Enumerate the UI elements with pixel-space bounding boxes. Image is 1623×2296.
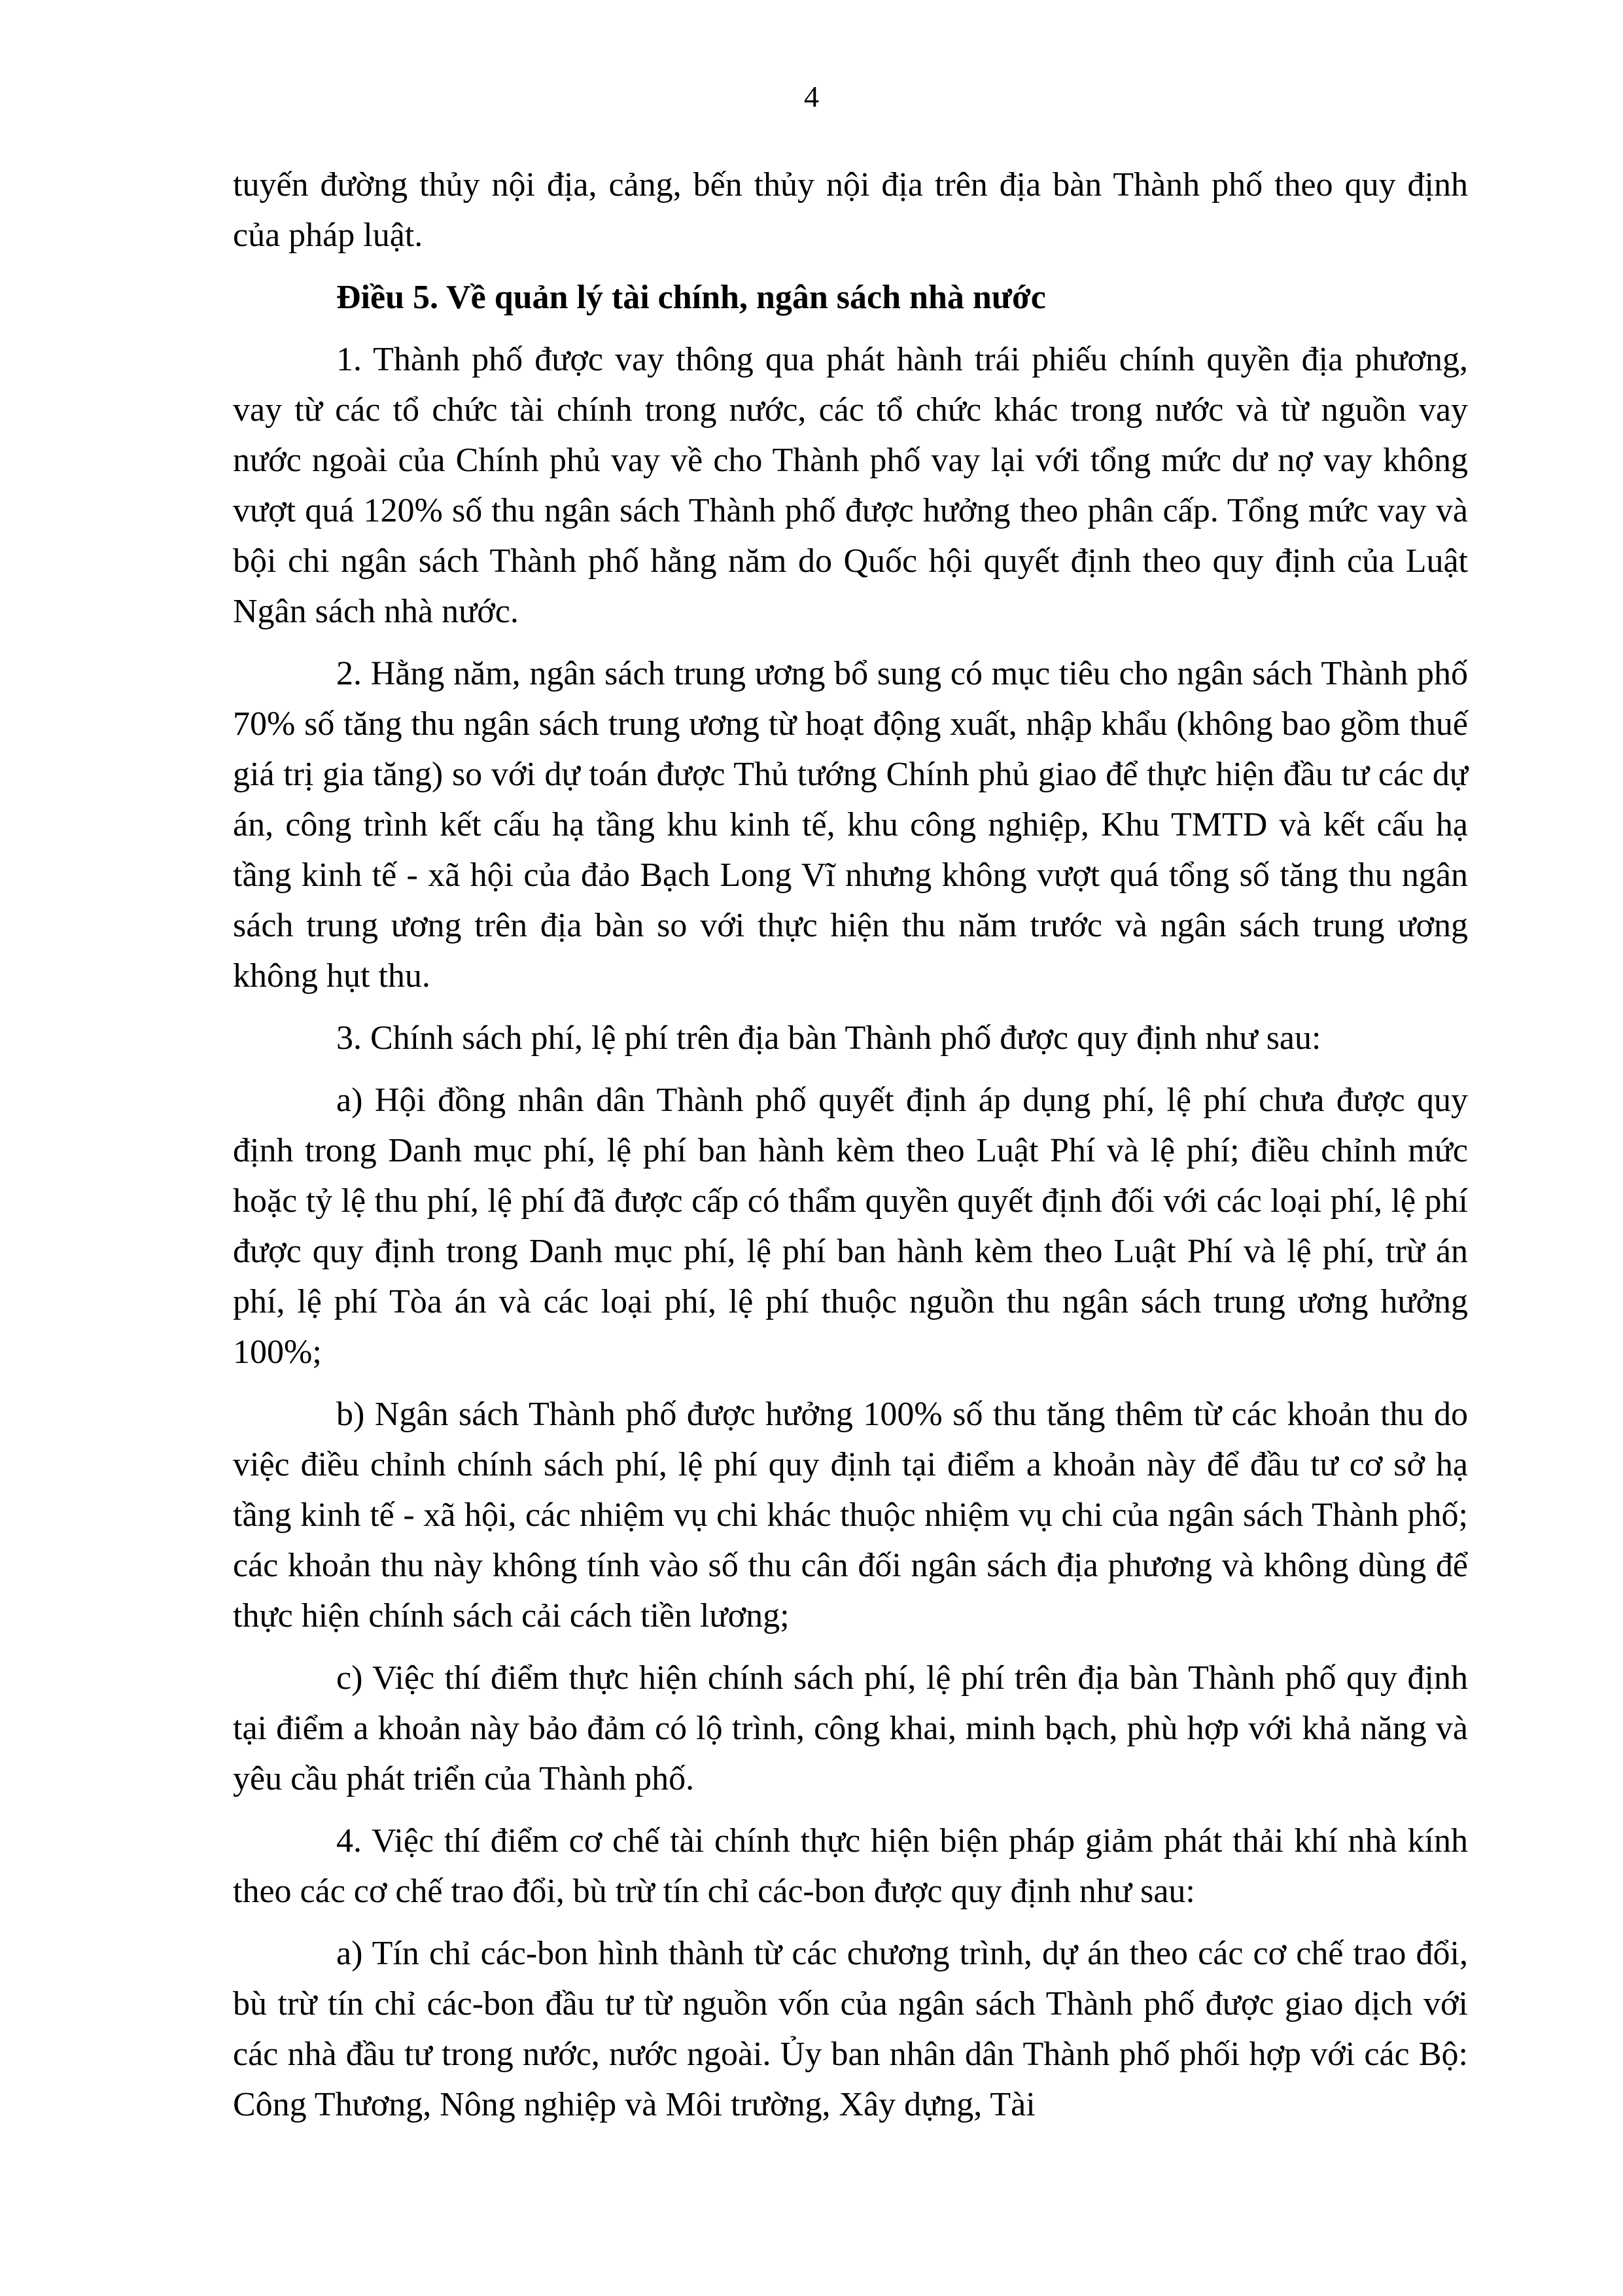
page-number: 4 xyxy=(804,80,819,113)
clause-4a: a) Tín chỉ các-bon hình thành từ các chương trình, dự án theo các cơ chế trao đổi, bù trừ tín chỉ các-bon đầu tư từ nguồn vốn của ngân sách Thành phố được giao dịch với các nhà đầu tư trong nước, nước ngoài. Ủy ban nhân dân Thành phố phối hợp với các Bộ: Công Thương, Nông nghiệp và Môi trường, Xây dựng, Tài xyxy=(233,1935,1468,2123)
article-title: Điều 5. Về quản lý tài chính, ngân sách nhà nước xyxy=(336,279,1046,316)
clause-3b: b) Ngân sách Thành phố được hưởng 100% số thu tăng thêm từ các khoản thu do việc điều chỉnh chính sách phí, lệ phí quy định tại điểm a khoản này để đầu tư cơ sở hạ tầng kinh tế - xã hội, các nhiệm vụ chi khác thuộc nhiệm vụ chi của ngân sách Thành phố; các khoản thu này không tính vào số thu cân đối ngân sách địa phương và không dùng để thực hiện chính sách cải cách tiền lương; xyxy=(233,1396,1468,1634)
continuation-paragraph: tuyến đường thủy nội địa, cảng, bến thủy nội địa trên địa bàn Thành phố theo quy định của pháp luật. xyxy=(233,166,1468,254)
document-body xyxy=(233,160,1468,2142)
clause-3a: a) Hội đồng nhân dân Thành phố quyết định áp dụng phí, lệ phí chưa được quy định trong Danh mục phí, lệ phí ban hành kèm theo Luật Phí và lệ phí; điều chỉnh mức hoặc tỷ lệ thu phí, lệ phí đã được cấp có thẩm quyền quyết định đối với các loại phí, lệ phí được quy định trong Danh mục phí, lệ phí ban hành kèm theo Luật Phí và lệ phí, trừ án phí, lệ phí Tòa án và các loại phí, lệ phí thuộc nguồn thu ngân sách trung ương hưởng 100%; xyxy=(233,1082,1468,1371)
clause-4: 4. Việc thí điểm cơ chế tài chính thực hiện biện pháp giảm phát thải khí nhà kính theo các cơ chế trao đổi, bù trừ tín chỉ các-bon được quy định như sau: xyxy=(233,1822,1468,1910)
clause-3: 3. Chính sách phí, lệ phí trên địa bàn Thành phố được quy định như sau: xyxy=(336,1019,1321,1057)
clause-1: 1. Thành phố được vay thông qua phát hành trái phiếu chính quyền địa phương, vay từ các tổ chức tài chính trong nước, các tổ chức khác trong nước và từ nguồn vay nước ngoài của Chính phủ vay về cho Thành phố vay lại với tổng mức dư nợ vay không vượt quá 120% số thu ngân sách Thành phố được hưởng theo phân cấp. Tổng mức vay và bội chi ngân sách Thành phố hằng năm do Quốc hội quyết định theo quy định của Luật Ngân sách nhà nước. xyxy=(233,341,1468,630)
clause-2: 2. Hằng năm, ngân sách trung ương bổ sung có mục tiêu cho ngân sách Thành phố 70% số tăng thu ngân sách trung ương từ hoạt động xuất, nhập khẩu (không bao gồm thuế giá trị gia tăng) so với dự toán được Thủ tướng Chính phủ giao để thực hiện đầu tư các dự án, công trình kết cấu hạ tầng khu kinh tế, khu công nghiệp, Khu TMTD và kết cấu hạ tầng kinh tế - xã hội của đảo Bạch Long Vĩ nhưng không vượt quá tổng số tăng thu ngân sách trung ương trên địa bàn so với thực hiện thu năm trước và ngân sách trung ương không hụt thu. xyxy=(233,655,1468,995)
clause-3c: c) Việc thí điểm thực hiện chính sách phí, lệ phí trên địa bàn Thành phố quy định tại điểm a khoản này bảo đảm có lộ trình, công khai, minh bạch, phù hợp với khả năng và yêu cầu phát triển của Thành phố. xyxy=(233,1659,1468,1797)
